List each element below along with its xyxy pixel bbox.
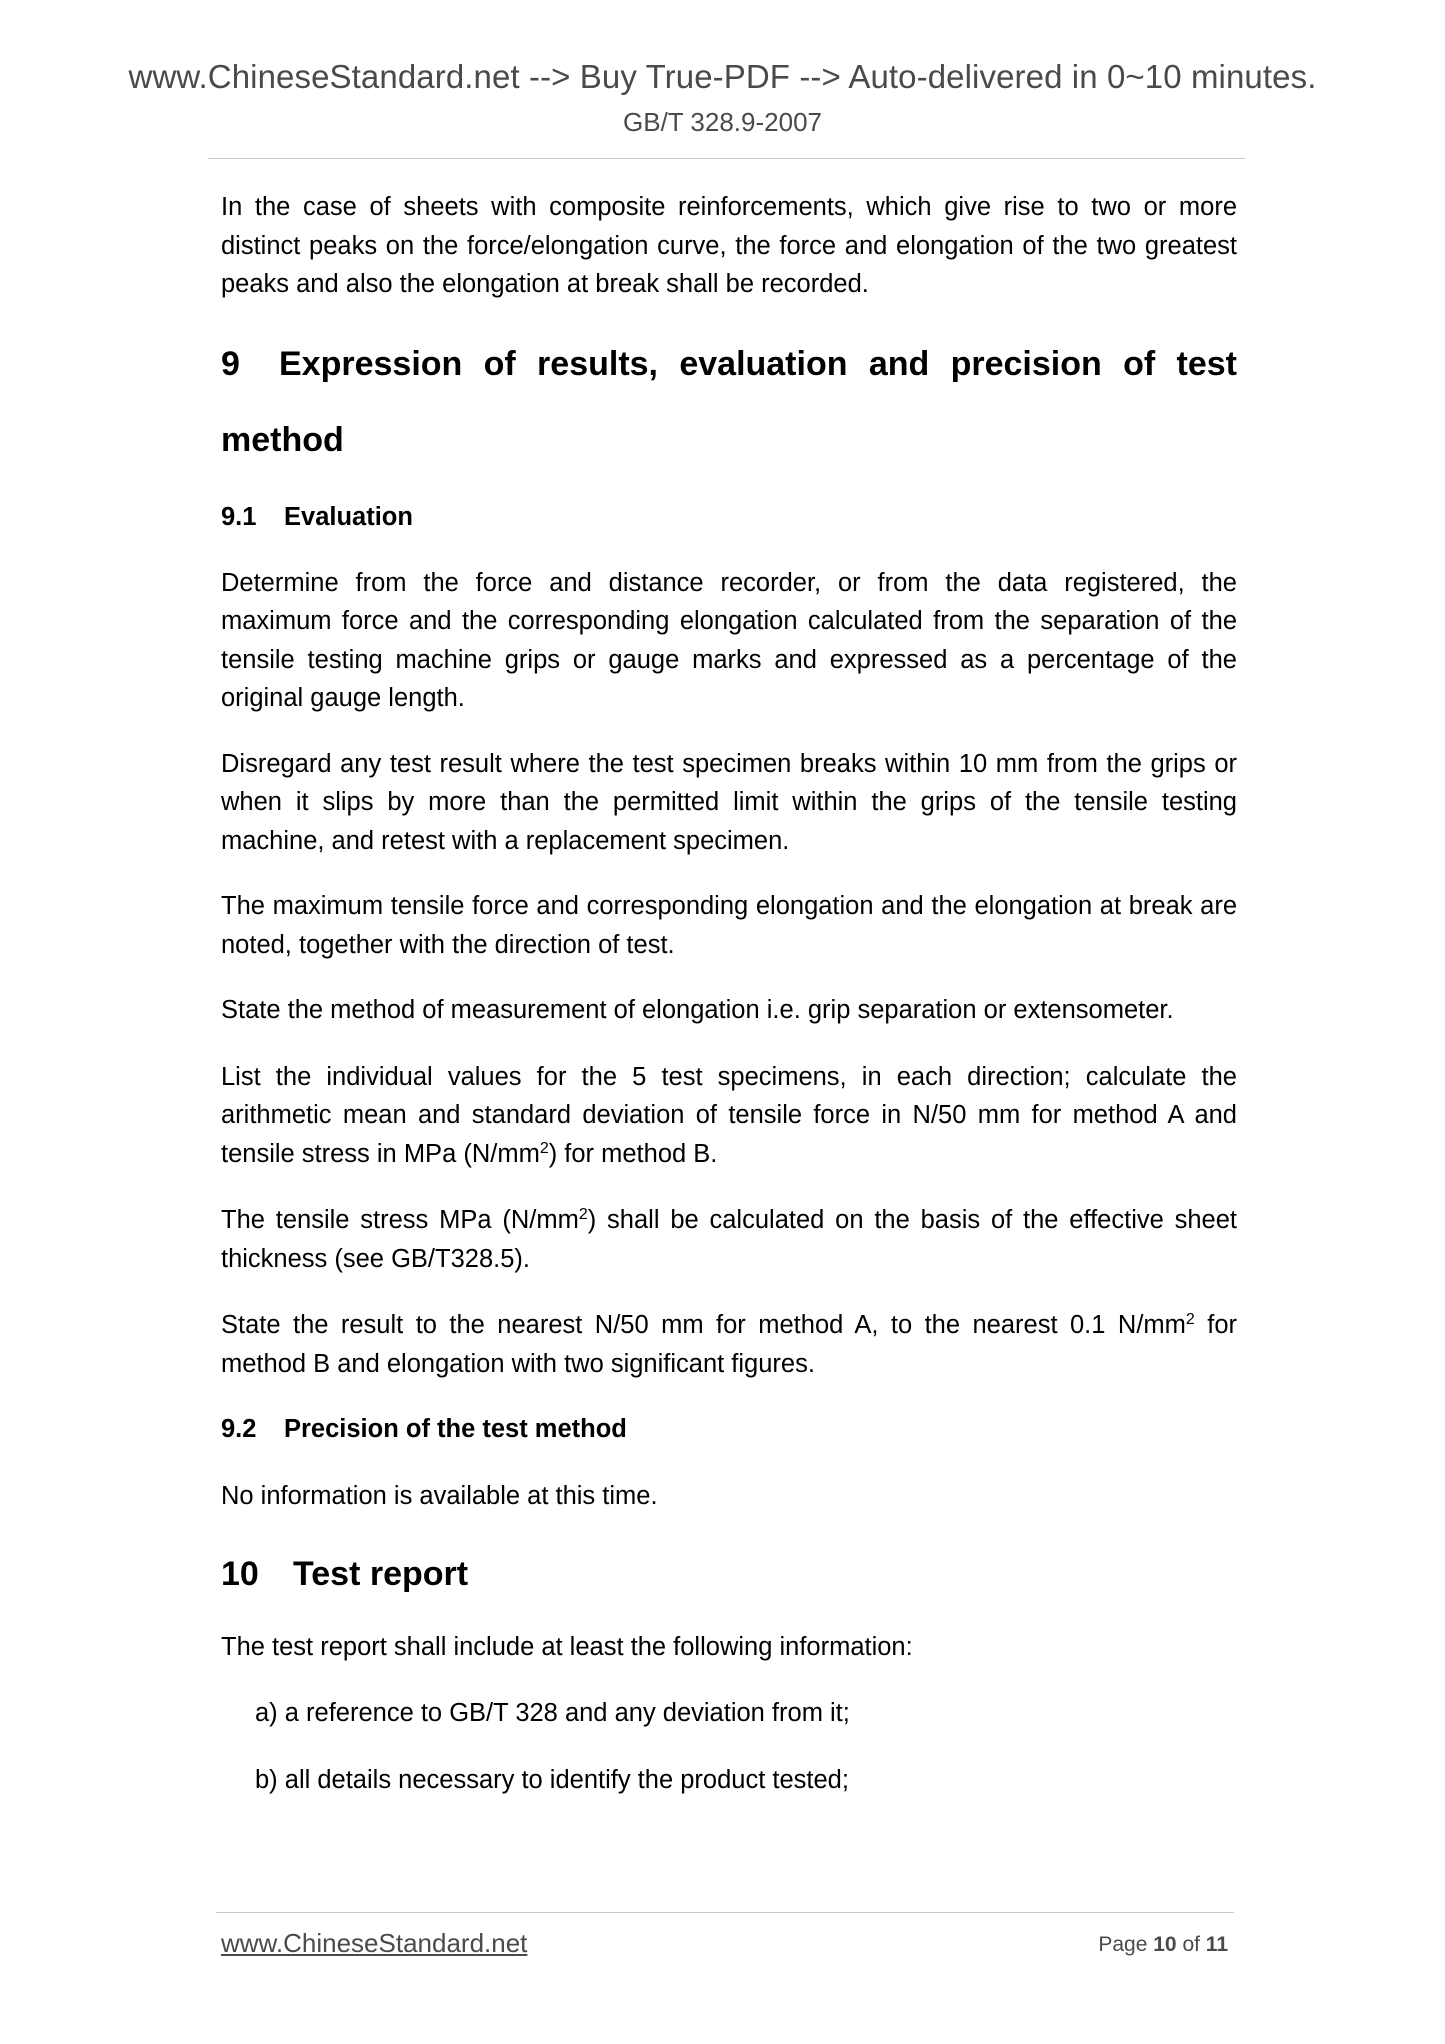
section-9-title: Expression of results, evaluation and precision of test method <box>221 344 1237 459</box>
page-content <box>221 188 1237 1799</box>
paragraph-result-text: State the result to the nearest N/50 mm for method A, to the nearest 0.1 N/mm <box>221 1311 1186 1339</box>
section-9-1-number: 9.1 <box>221 502 257 531</box>
paragraph-state-result <box>221 1306 1237 1383</box>
paragraph-tensile-stress <box>221 1201 1237 1278</box>
page-of: of <box>1182 1933 1200 1956</box>
paragraph-stress-text: The tensile stress MPa (N/mm <box>221 1206 579 1234</box>
page-current: 10 <box>1153 1933 1177 1956</box>
paragraph-list-text: List the individual values for the 5 test specimens, in each direction; calculate the arithmetic mean and standard deviation of tensile force in N/50 mm for method A and tensile stress in MPa (N/mm <box>221 1062 1237 1168</box>
superscript: 2 <box>539 1139 549 1157</box>
list-item: b) all details necessary to identify the product tested; <box>255 1766 849 1794</box>
paragraph-list-text-end: ) for method B. <box>548 1139 718 1168</box>
page-number <box>1098 1933 1228 1957</box>
section-9-2-number: 9.2 <box>221 1415 257 1443</box>
footer-website-link[interactable]: www.ChineseStandard.net <box>221 1928 528 1958</box>
section-9-1-title: Evaluation <box>284 502 413 531</box>
paragraph-state-method: State the method of measurement of elongation i.e. grip separation or extensometer. <box>221 996 1174 1024</box>
paragraph-list-values <box>221 1058 1237 1174</box>
section-9-heading <box>221 326 1237 478</box>
top-banner-link[interactable]: www.ChineseStandard.net --> Buy True-PDF --> Auto-delivered in 0~10 minutes. <box>128 58 1317 95</box>
section-9-number: 9 <box>221 344 240 383</box>
paragraph-no-info: No information is available at this time. <box>221 1482 658 1510</box>
paragraph-determine: Determine from the force and distance recorder, or from the data registered, the maximum force and the corresponding elongation calculated from the separation of the tensile testing machine grips or gauge marks and expressed as a percentage of the original gauge length. <box>221 568 1237 712</box>
section-10-heading <box>221 1536 1237 1612</box>
paragraph-report-intro: The test report shall include at least the following information: <box>221 1632 913 1661</box>
section-10-number: 10 <box>221 1554 259 1593</box>
paragraph-stress-text-end: ) shall be calculated on the basis of the effective sheet thickness (see GB/T328.5). <box>221 1206 1237 1273</box>
section-9-1-heading <box>221 498 1237 536</box>
intro-paragraph: In the case of sheets with composite reinforcements, which give rise to two or more distinct peaks on the force/elongation curve, the force and elongation of the two greatest peaks and also the elongation at break shall be recorded. <box>221 193 1237 298</box>
header-divider <box>208 158 1245 159</box>
section-9-2-title: Precision of the test method <box>284 1415 627 1443</box>
document-code: GB/T 328.9-2007 <box>623 107 822 137</box>
paragraph-disregard: Disregard any test result where the test specimen breaks within 10 mm from the grips or when it slips by more than the permitted limit within the grips of the tensile testing machine, and retest with a replacement specimen. <box>221 749 1237 855</box>
paragraph-max-force: The maximum tensile force and corresponding elongation and the elongation at break are noted, together with the direction of test. <box>221 892 1237 959</box>
section-10-title: Test report <box>293 1554 469 1593</box>
superscript: 2 <box>578 1206 588 1223</box>
superscript: 2 <box>1185 1311 1195 1328</box>
page-label: Page <box>1098 1933 1148 1956</box>
list-item: a) a reference to GB/T 328 and any deviation from it; <box>255 1699 850 1727</box>
page-total: 11 <box>1205 1933 1228 1956</box>
footer-divider <box>216 1912 1234 1913</box>
paragraph-result-text-end: for method B and elongation with two significant figures. <box>221 1311 1238 1378</box>
section-9-2-heading <box>221 1410 1237 1448</box>
